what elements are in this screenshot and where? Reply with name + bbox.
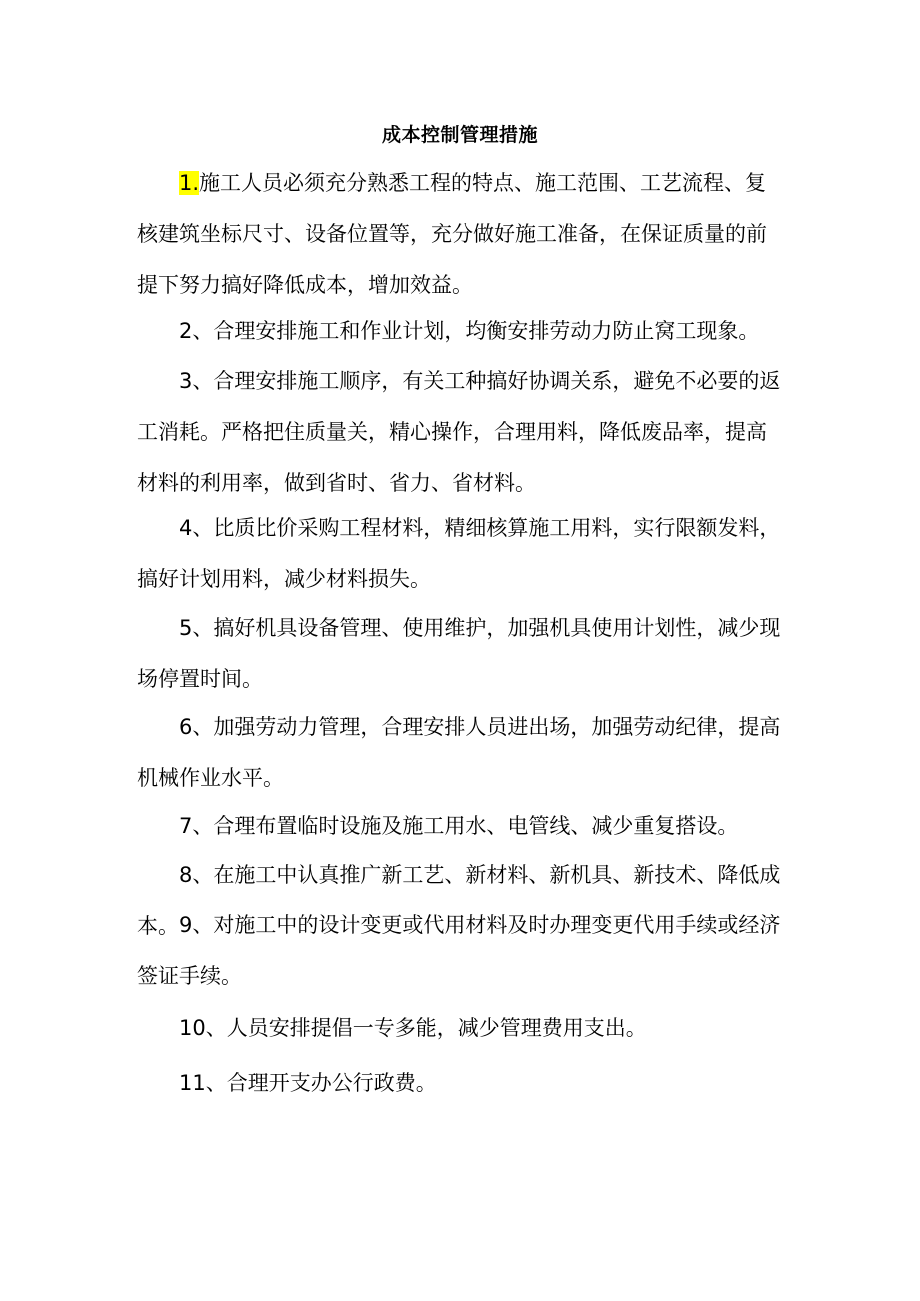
list-item-1 (137, 158, 787, 311)
item-number: 11、 (179, 1071, 227, 1095)
item-number: 8、 (179, 863, 214, 887)
list-item-6 (137, 702, 787, 804)
item-number: 7、 (179, 814, 214, 838)
item-number: 5、 (179, 616, 214, 640)
item-number: 2、 (179, 319, 214, 343)
item-text: 加强劳动力管理，合理安排人员进出场，加强劳动纪律，提高机械作业水平。 (137, 715, 781, 790)
item-text: 合理安排施工顺序，有关工种搞好协调关系，避免不必要的返工消耗。严格把住质量关，精心操作，合理用料，降低废品率，提高材料的利用率，做到省时、省力、省材料。 (137, 369, 781, 495)
item-number-highlighted: 1. (179, 171, 200, 195)
item-text: 在施工中认真推广新工艺、新材料、新机具、新技术、降低成本。 (137, 863, 781, 938)
item-text: 对施工中的设计变更或代用材料及时办理变更代用手续或经济签证手续。 (137, 913, 781, 988)
item-number: 9、 (179, 913, 214, 937)
item-text: 比质比价采购工程材料，精细核算施工用料，实行限额发料，搞好计划用料，减少材料损失。 (137, 516, 781, 591)
item-text: 合理安排施工和作业计划，均衡安排劳动力防止窝工现象。 (213, 319, 760, 343)
list-item-2 (137, 306, 787, 357)
item-text: 合理开支办公行政费。 (226, 1071, 437, 1095)
item-number: 4、 (179, 516, 214, 540)
item-number: 6、 (179, 715, 214, 739)
list-item-7 (137, 801, 787, 852)
list-item-3 (137, 356, 787, 509)
item-text: 施工人员必须充分熟悉工程的特点、施工范围、工艺流程、复核建筑坐标尺寸、设备位置等，充分做好施工准备，在保证质量的前提下努力搞好降低成本，增加效益。 (137, 171, 767, 297)
list-item-5 (137, 603, 787, 705)
item-text: 合理布置临时设施及施工用水、电管线、减少重复搭设。 (213, 814, 739, 838)
item-number: 3、 (179, 369, 214, 393)
list-item-4 (137, 503, 787, 605)
document-title: 成本控制管理措施 (381, 124, 538, 146)
list-item-11 (137, 1058, 787, 1109)
item-number: 10、 (179, 1016, 227, 1040)
item-text: 搞好机具设备管理、使用维护，加强机具使用计划性，减少现场停置时间。 (137, 616, 781, 691)
list-item-10 (137, 1003, 787, 1054)
item-text: 人员安排提倡一专多能，减少管理费用支出。 (226, 1016, 647, 1040)
list-item-9 (137, 900, 787, 1002)
